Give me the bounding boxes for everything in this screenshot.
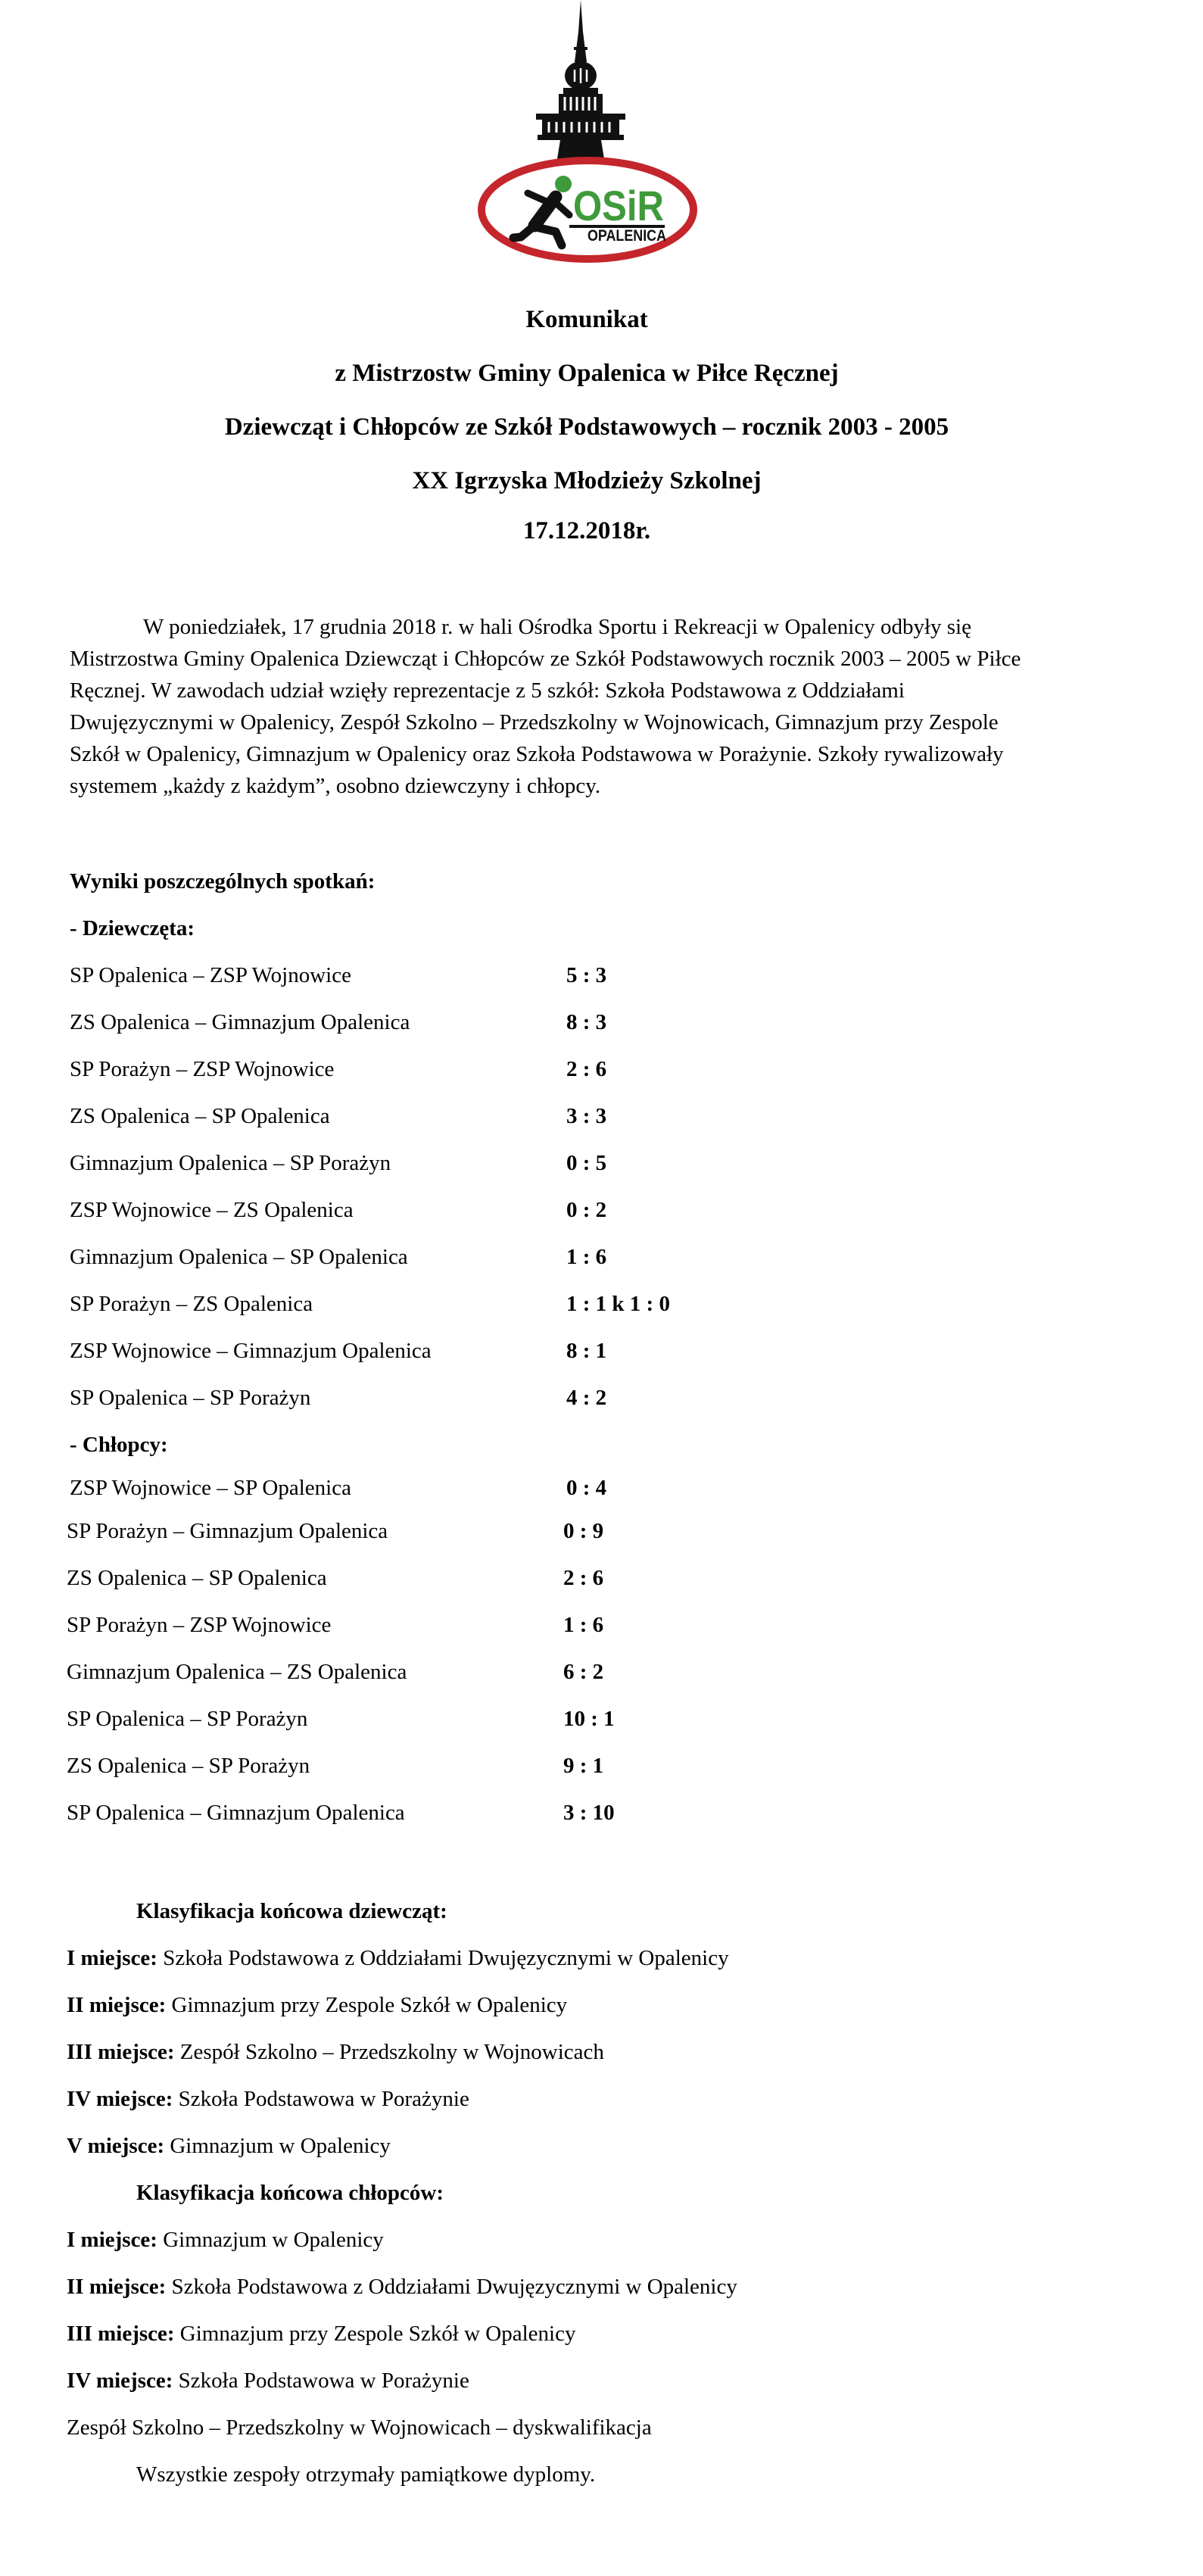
intro-line: systemem „każdy z każdym”, osobno dziewczyny i chłopcy. <box>70 774 601 798</box>
place-label: IV miejsce: <box>67 2087 173 2111</box>
intro-line: Ręcznej. W zawodach udział wzięły reprezentacje z 5 szkół: Szkoła Podstawowa z Oddziałami <box>70 678 905 703</box>
match-teams: SP Opalenica – SP Porażyn <box>67 1707 308 1731</box>
school-name: Gimnazjum przy Zespole Szkół w Opalenicy <box>171 1993 568 2017</box>
match-score: 10 : 1 <box>563 1707 615 1731</box>
place-label: V miejsce: <box>67 2134 165 2158</box>
match-teams: ZS Opalenica – SP Porażyn <box>67 1754 310 1778</box>
match-teams: SP Opalenica – Gimnazjum Opalenica <box>67 1801 405 1825</box>
standing-row <box>67 2122 975 2169</box>
results-heading: Wyniki poszczególnych spotkań: <box>70 869 376 893</box>
place-label: I miejsce: <box>67 1946 157 1970</box>
match-teams: Gimnazjum Opalenica – SP Opalenica <box>70 1245 408 1269</box>
standing-row <box>67 1982 975 2029</box>
match-row <box>67 1601 902 1648</box>
standing-row <box>67 2029 975 2075</box>
match-row <box>70 1046 902 1093</box>
match-score: 2 : 6 <box>566 1057 607 1081</box>
intro-line: Szkół w Opalenicy, Gimnazjum w Opalenicy oraz Szkoła Podstawowa w Porażynie. Szkoły rywalizowały <box>70 742 1004 766</box>
girls-results-label: - Dziewczęta: <box>70 916 195 940</box>
match-row <box>70 1233 902 1280</box>
match-score: 3 : 10 <box>563 1801 615 1825</box>
match-teams: SP Porażyn – Gimnazjum Opalenica <box>67 1519 388 1543</box>
match-row <box>67 1742 902 1789</box>
match-teams: SP Opalenica – ZSP Wojnowice <box>70 963 351 987</box>
standing-row <box>67 2310 975 2357</box>
match-score: 3 : 3 <box>566 1104 607 1128</box>
match-row <box>67 1695 902 1742</box>
match-score: 5 : 3 <box>566 963 607 987</box>
match-teams: ZS Opalenica – Gimnazjum Opalenica <box>70 1010 410 1034</box>
girls-standings-heading: Klasyfikacja końcowa dziewcząt: <box>136 1899 447 1923</box>
championship-title: z Mistrzostw Gminy Opalenica w Piłce Ręcznej <box>335 360 839 387</box>
match-row <box>70 1280 902 1327</box>
match-teams: ZS Opalenica – SP Opalenica <box>67 1566 327 1590</box>
boys-standings-heading: Klasyfikacja końcowa chłopców: <box>136 2181 444 2205</box>
place-label: II miejsce: <box>67 2275 167 2299</box>
match-row <box>70 1374 902 1421</box>
match-row <box>70 1327 902 1374</box>
school-name: Gimnazjum przy Zespole Szkół w Opalenicy <box>179 2322 576 2346</box>
school-name: Gimnazjum w Opalenicy <box>170 2134 391 2158</box>
document-title: Komunikat <box>525 306 648 333</box>
match-teams: SP Porażyn – ZSP Wojnowice <box>67 1613 332 1637</box>
match-score: 2 : 6 <box>563 1566 604 1590</box>
match-teams: Gimnazjum Opalenica – ZS Opalenica <box>67 1660 407 1684</box>
standing-row <box>67 2357 975 2404</box>
standing-row <box>67 2263 975 2310</box>
intro-paragraph <box>70 611 1160 802</box>
intro-line: Mistrzostwa Gminy Opalenica Dziewcząt i Chłopców ze Szkół Podstawowych rocznik 2003 – 2005 w Piłce <box>70 647 1021 671</box>
match-row <box>67 1648 902 1695</box>
closing-note: Wszystkie zespoły otrzymały pamiątkowe dyplomy. <box>136 2462 596 2487</box>
place-label: III miejsce: <box>67 2322 175 2346</box>
school-name: Szkoła Podstawowa z Oddziałami Dwujęzycznymi w Opalenicy <box>171 2275 737 2299</box>
match-row <box>67 1508 902 1555</box>
match-row <box>67 1789 902 1836</box>
announcement-header <box>70 0 1104 553</box>
match-score: 1 : 6 <box>563 1613 604 1637</box>
event-date: 17.12.2018r. <box>522 517 651 544</box>
match-row <box>70 1468 902 1508</box>
match-teams: SP Opalenica – SP Porażyn <box>70 1386 311 1410</box>
match-score: 8 : 3 <box>566 1010 607 1034</box>
match-teams: Gimnazjum Opalenica – SP Porażyn <box>70 1151 391 1175</box>
match-score: 1 : 6 <box>566 1245 607 1269</box>
boys-results-label: - Chłopcy: <box>70 1433 168 1457</box>
school-name: Szkoła Podstawowa w Porażynie <box>178 2369 469 2393</box>
final-standings <box>67 1888 975 2498</box>
match-row <box>70 999 902 1046</box>
standing-row <box>67 2075 975 2122</box>
place-label: III miejsce: <box>67 2040 175 2064</box>
standing-row <box>67 2216 975 2263</box>
match-row <box>70 952 902 999</box>
match-score: 0 : 5 <box>566 1151 607 1175</box>
match-teams: ZSP Wojnowice – ZS Opalenica <box>70 1198 354 1222</box>
games-title: XX Igrzyska Młodzieży Szkolnej <box>412 467 762 494</box>
match-score: 0 : 4 <box>566 1476 607 1500</box>
match-score: 4 : 2 <box>566 1386 607 1410</box>
intro-line: Dwujęzycznymi w Opalenicy, Zespół Szkolno – Przedszkolny w Wojnowicach, Gimnazjum przy Zespole <box>70 710 999 734</box>
match-score: 1 : 1 k 1 : 0 <box>566 1292 670 1316</box>
place-label: I miejsce: <box>67 2228 157 2252</box>
match-row <box>67 1555 902 1601</box>
school-name: Szkoła Podstawowa z Oddziałami Dwujęzycznymi w Opalenicy <box>163 1946 729 1970</box>
match-score: 8 : 1 <box>566 1339 607 1363</box>
school-name: Gimnazjum w Opalenicy <box>163 2228 384 2252</box>
match-score: 6 : 2 <box>563 1660 604 1684</box>
match-teams: ZSP Wojnowice – SP Opalenica <box>70 1476 351 1500</box>
match-score: 0 : 9 <box>563 1519 604 1543</box>
standing-row <box>67 1935 975 1982</box>
match-score: 0 : 2 <box>566 1198 607 1222</box>
place-label: II miejsce: <box>67 1993 167 2017</box>
match-teams: SP Porażyn – ZSP Wojnowice <box>70 1057 335 1081</box>
intro-line: W poniedziałek, 17 grudnia 2018 r. w hali Ośrodka Sportu i Rekreacji w Opalenicy odbyły się <box>143 615 971 639</box>
match-teams: SP Porażyn – ZS Opalenica <box>70 1292 313 1316</box>
disqualification-note: Zespół Szkolno – Przedszkolny w Wojnowicach – dyskwalifikacja <box>67 2415 652 2440</box>
match-teams: ZSP Wojnowice – Gimnazjum Opalenica <box>70 1339 432 1363</box>
match-row <box>70 1093 902 1140</box>
place-label: IV miejsce: <box>67 2369 173 2393</box>
school-name: Zespół Szkolno – Przedszkolny w Wojnowicach <box>179 2040 604 2064</box>
match-results <box>67 858 902 1836</box>
logo-osir-text: OSiR <box>573 182 664 229</box>
match-score: 9 : 1 <box>563 1754 604 1778</box>
logo-town-text: OPALENICA <box>587 227 666 245</box>
school-name: Szkoła Podstawowa w Porażynie <box>178 2087 469 2111</box>
match-row <box>70 1187 902 1233</box>
match-row <box>70 1140 902 1187</box>
category-title: Dziewcząt i Chłopców ze Szkół Podstawowych – rocznik 2003 - 2005 <box>224 413 949 441</box>
match-teams: ZS Opalenica – SP Opalenica <box>70 1104 330 1128</box>
